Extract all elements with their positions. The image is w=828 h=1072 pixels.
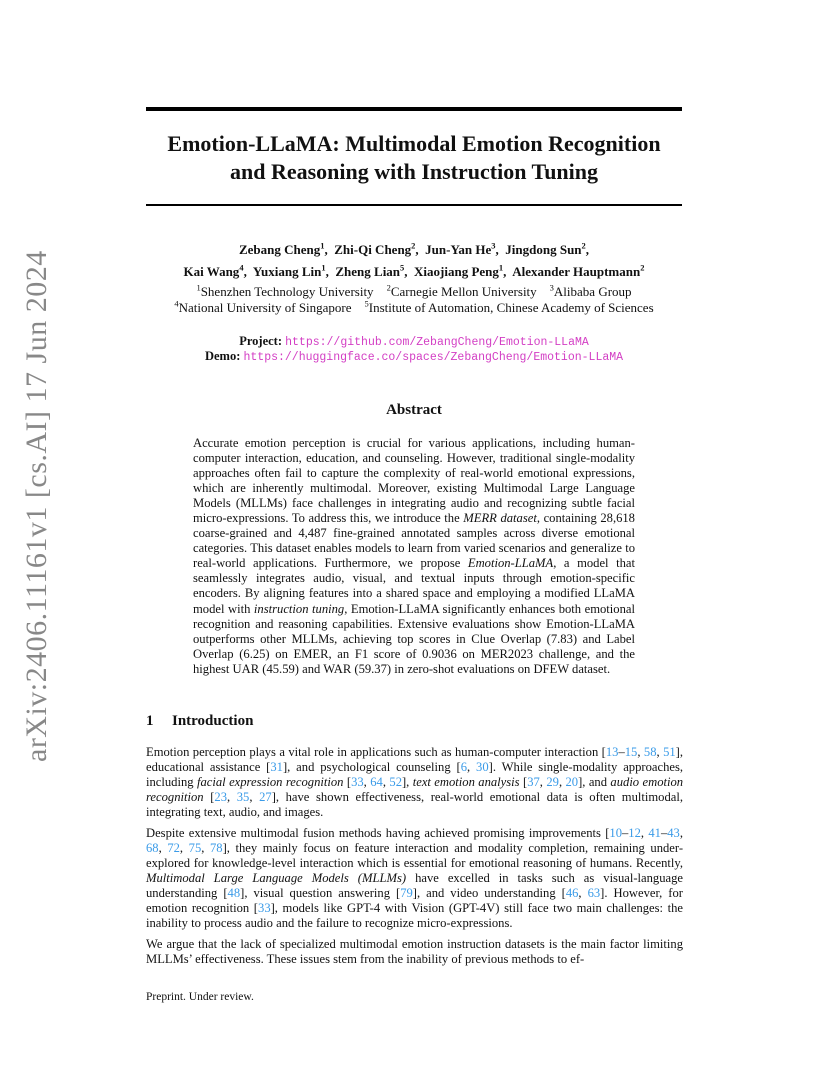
affiliation: Institute of Automation, Chinese Academy of Sciences [368,300,654,315]
author-name: Zhi-Qi Cheng [334,242,412,257]
project-link[interactable]: https://github.com/ZebangCheng/Emotion-LLaMA [285,336,589,349]
intro-paragraph-2: Despite extensive multimodal fusion methods having achieved promising improvements [10–12, 41–43, 68, 72, 75, 78], they mainly focus on feature interaction and modality completion, remaining under-explored for knowledge-level interaction which is essential for emotional reasoning of humans. Recently, Multimodal Large Language Models (MLLMs) have excelled in tasks such as visual-language understanding [48], visual question answering [79], and video understanding [46, 63]. However, for emotion recognition [33], models like GPT-4 with Vision (GPT-4V) still face two main challenges: the inability to process audio and the failure to recognize micro-expressions. [146,826,684,930]
demo-label: Demo: [204,349,241,363]
author-name: Kai Wang [183,264,240,279]
demo-link[interactable]: https://huggingface.co/spaces/ZebangCheng/Emotion-LLaMA [243,351,624,364]
affiliation: National University of Singapore [178,300,352,315]
abstract-text: Accurate emotion perception is crucial for various applications, including human-computer interaction, education, and counseling. However, traditional single-modality approaches often fail to capture the complexity of real-world emotional expressions, which are inherently multimodal. Moreover, existing Multimodal Large Language Models (MLLMs) face challenges in integrating audio and recognizing subtle facial micro-expressions. To address this, we introduce the MERR dataset, containing 28,618 coarse-grained and 4,487 fine-grained annotated samples across diverse emotional categories. This dataset enables models to learn from varied scenarios and generalize to real-world applications. Furthermore, we propose Emotion-LLaMA, a model that seamlessly integrates audio, visual, and textual inputs through emotion-specific encoders. By aligning features into a shared space and employing a modified LLaMA model with instruction tuning, Emotion-LLaMA significantly enhances both emotional recognition and reasoning capabilities. Extensive evaluations show Emotion-LLaMA outperforms other MLLMs, achieving top scores in Clue Overlap (7.83) and Label Overlap (6.25) on EMER, an F1 score of 0.9036 on MER2023 challenge, and the highest UAR (45.59) and WAR (59.37) in zero-shot evaluations on DFEW dataset. [193,436,635,676]
project-label: Project: [239,334,282,348]
affiliation: Shenzhen Technology University [200,284,374,299]
title-line-1: Emotion-LLaMA: Multimodal Emotion Recognition [167,131,661,156]
top-rule [146,107,682,111]
title-line-2: and Reasoning with Instruction Tuning [229,159,599,184]
section-heading-introduction [146,713,253,730]
arxiv-identifier: arXiv:2406.11161v1 [cs.AI] 17 Jun 2024 [20,250,53,762]
author-line-2: Kai Wang$^4$, Yuxiang Lin$^1$, Zheng Lian$^5$, Xiaojiang Peng$^1$, Alexander Hauptmann$^2$ [183,262,645,279]
intro-paragraph-3: We argue that the lack of specialized multimodal emotion instruction datasets is the main factor limiting MLLMs’ effectiveness. These issues stem from the inability of previous methods to ef- [146,937,683,966]
section-number: 1 [146,713,154,729]
author-line-1: Zebang Cheng$^1$, Zhi-Qi Cheng$^2$, Jun-Yan He$^3$, Jingdong Sun$^2$, [238,240,590,257]
author-name: Alexander Hauptmann [512,264,641,279]
section-title: Introduction [172,713,254,729]
affiliation: Alibaba Group [553,284,632,299]
affiliation-line-1: $^1$Shenzhen Technology University $^2$Carnegie Mellon University $^3$Alibaba Group [196,282,632,299]
demo-line [146,349,682,365]
affiliation: Carnegie Mellon University [390,284,537,299]
abstract-heading: Abstract [386,402,442,418]
author-name: Zebang Cheng [238,242,321,257]
affiliation-line-2: $^4$National University of Singapore $^5$Institute of Automation, Chinese Academy of Sciences [174,298,654,315]
title-bottom-rule [146,204,682,206]
author-name: Jun-Yan He [425,242,492,257]
author-name: Xiaojiang Peng [414,264,499,279]
author-name: Yuxiang Lin [252,264,322,279]
author-name: Jingdong Sun [505,242,582,257]
intro-paragraph-1: Emotion perception plays a vital role in applications such as human-computer interaction [13–15, 58, 51], educational assistance [31], and psychological counseling [6, 30]. While single-modality approaches, including facial expression recognition [33, 64, 52], text emotion analysis [37, 29, 20], and audio emotion recognition [23, 35, 27], have shown effectiveness, real-world emotional data is often multimodal, integrating text, audio, and images. [146,745,684,819]
paper-title [146,130,682,186]
author-name: Zheng Lian [335,264,401,279]
footer-note: Preprint. Under review. [146,991,254,1003]
project-line [146,334,682,350]
